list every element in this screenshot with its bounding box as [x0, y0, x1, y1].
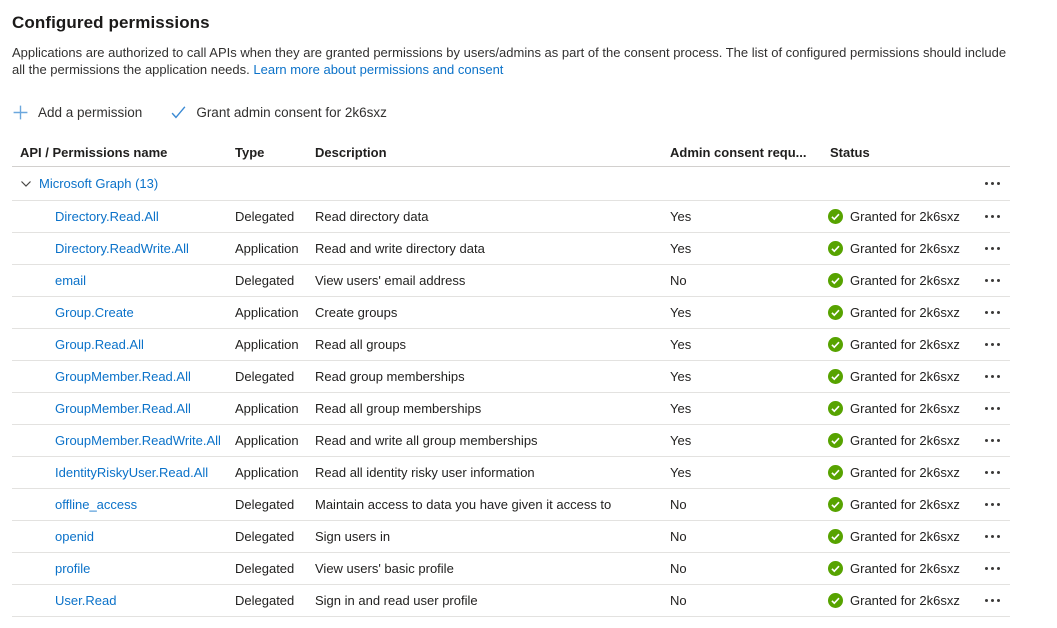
status-label: Granted for 2k6sxz: [850, 529, 960, 544]
permission-description-cell: Read and write directory data: [315, 241, 485, 256]
status-cell: [828, 401, 975, 416]
api-group-link[interactable]: Microsoft Graph (13): [39, 176, 159, 191]
ellipsis-icon: [985, 599, 988, 602]
admin-consent-cell: Yes: [670, 337, 692, 352]
permission-row: [12, 425, 1010, 457]
status-label: Granted for 2k6sxz: [850, 401, 960, 416]
granted-check-icon: [828, 241, 843, 256]
permission-row: [12, 457, 1010, 489]
row-menu-button[interactable]: [977, 495, 1007, 515]
row-menu-button[interactable]: [977, 431, 1007, 451]
granted-check-icon: [828, 497, 843, 512]
permission-name-link[interactable]: GroupMember.ReadWrite.All: [55, 433, 221, 448]
permission-type-cell: Application: [235, 433, 299, 448]
permission-description-cell: Create groups: [315, 305, 398, 320]
ellipsis-icon: [985, 471, 988, 474]
permission-name-cell: [12, 497, 233, 512]
granted-check-icon: [828, 465, 843, 480]
column-header-description: Description: [315, 144, 387, 160]
permission-name-cell: [12, 273, 233, 288]
status-cell: [828, 433, 975, 448]
granted-check-icon: [828, 273, 843, 288]
status-label: Granted for 2k6sxz: [850, 433, 960, 448]
admin-consent-cell: No: [670, 273, 687, 288]
permission-name-cell: [12, 209, 233, 224]
status-cell: [828, 273, 975, 288]
permission-type-cell: Delegated: [235, 529, 295, 544]
column-header-name: API / Permissions name: [20, 144, 168, 160]
admin-consent-cell: No: [670, 497, 687, 512]
status-cell: [828, 593, 975, 608]
permission-description-cell: Read and write all group memberships: [315, 433, 538, 448]
api-group-cell: [12, 176, 975, 192]
admin-consent-cell: Yes: [670, 401, 692, 416]
status-cell: [828, 529, 975, 544]
permission-row: [12, 521, 1010, 553]
group-row-menu-button[interactable]: [977, 174, 1007, 194]
permission-type-cell: Delegated: [235, 273, 295, 288]
ellipsis-icon: [985, 535, 988, 538]
granted-check-icon: [828, 561, 843, 576]
status-label: Granted for 2k6sxz: [850, 337, 960, 352]
admin-consent-cell: Yes: [670, 465, 692, 480]
permission-name-link[interactable]: Group.Create: [55, 305, 134, 320]
ellipsis-icon: [985, 182, 988, 185]
permission-description-cell: Maintain access to data you have given it access to: [315, 497, 612, 512]
status-cell: [828, 465, 975, 480]
column-header-type: Type: [235, 144, 265, 160]
status-label: Granted for 2k6sxz: [850, 241, 960, 256]
permission-type-cell: Application: [235, 337, 299, 352]
ellipsis-icon: [985, 375, 988, 378]
permission-name-cell: [12, 529, 233, 544]
status-label: Granted for 2k6sxz: [850, 209, 960, 224]
ellipsis-icon: [985, 439, 988, 442]
page-title: Configured permissions: [12, 13, 210, 32]
status-label: Granted for 2k6sxz: [850, 305, 960, 320]
permission-row: [12, 553, 1010, 585]
row-menu-button[interactable]: [977, 239, 1007, 259]
learn-more-link[interactable]: Learn more about permissions and consent: [253, 62, 504, 77]
permission-description-cell: Read all identity risky user information: [315, 465, 535, 480]
permission-name-link[interactable]: openid: [55, 529, 95, 544]
granted-check-icon: [828, 529, 843, 544]
permission-name-cell: [12, 241, 233, 256]
row-menu-button[interactable]: [977, 559, 1007, 579]
chevron-down-icon[interactable]: [18, 176, 34, 192]
permission-row: [12, 585, 1010, 617]
permission-row: [12, 393, 1010, 425]
permission-name-link[interactable]: email: [55, 273, 87, 288]
permission-row: [12, 361, 1010, 393]
permission-description-cell: Sign users in: [315, 529, 391, 544]
row-menu-button[interactable]: [977, 271, 1007, 291]
permission-description-cell: Read all groups: [315, 337, 407, 352]
granted-check-icon: [828, 209, 843, 224]
granted-check-icon: [828, 337, 843, 352]
row-menu-button[interactable]: [977, 303, 1007, 323]
ellipsis-icon: [985, 247, 988, 250]
permission-type-cell: Application: [235, 305, 299, 320]
admin-consent-cell: Yes: [670, 241, 692, 256]
permission-type-cell: Delegated: [235, 593, 295, 608]
status-label: Granted for 2k6sxz: [850, 561, 960, 576]
plus-icon: [12, 104, 29, 121]
permission-row: [12, 297, 1010, 329]
permission-name-cell: [12, 561, 233, 576]
permission-name-cell: [12, 337, 233, 352]
description-text: [12, 44, 1020, 78]
granted-check-icon: [828, 401, 843, 416]
status-label: Granted for 2k6sxz: [850, 465, 960, 480]
check-icon: [170, 104, 187, 121]
row-menu-button[interactable]: [977, 527, 1007, 547]
permission-description-cell: Read group memberships: [315, 369, 465, 384]
admin-consent-cell: No: [670, 529, 687, 544]
permission-name-link[interactable]: offline_access: [55, 497, 138, 512]
permission-row: [12, 489, 1010, 521]
admin-consent-cell: No: [670, 561, 687, 576]
permission-name-cell: [12, 465, 233, 480]
permission-row: [12, 265, 1010, 297]
permission-row: [12, 201, 1010, 233]
add-permission-label: Add a permission: [38, 104, 143, 120]
permission-description-cell: View users' email address: [315, 273, 466, 288]
column-header-status: Status: [830, 144, 870, 160]
permission-name-link[interactable]: Group.Read.All: [55, 337, 144, 352]
ellipsis-icon: [985, 407, 988, 410]
permission-type-cell: Delegated: [235, 369, 295, 384]
row-menu-button[interactable]: [977, 367, 1007, 387]
granted-check-icon: [828, 305, 843, 320]
command-bar: [12, 99, 1045, 125]
permission-name-link[interactable]: Directory.Read.All: [55, 209, 159, 224]
permission-row: [12, 329, 1010, 361]
status-label: Granted for 2k6sxz: [850, 497, 960, 512]
permission-row: [12, 233, 1010, 265]
permission-name-cell: [12, 433, 233, 448]
admin-consent-cell: Yes: [670, 433, 692, 448]
permission-type-cell: Delegated: [235, 497, 295, 512]
permission-name-cell: [12, 369, 233, 384]
permission-name-link[interactable]: GroupMember.Read.All: [55, 369, 191, 384]
permission-type-cell: Application: [235, 401, 299, 416]
column-header-admin-consent: Admin consent requ...: [670, 144, 807, 160]
row-menu-button[interactable]: [977, 399, 1007, 419]
api-group-row: [12, 167, 1010, 201]
permission-type-cell: Application: [235, 241, 299, 256]
description-body: Applications are authorized to call APIs when they are granted permissions by users/admins as part of the consent process. The list of configured permissions should include all the permissions the application needs.: [12, 45, 1007, 77]
row-menu-button[interactable]: [977, 591, 1007, 611]
permission-type-cell: Delegated: [235, 209, 295, 224]
status-cell: [828, 369, 975, 384]
admin-consent-cell: Yes: [670, 369, 692, 384]
permission-name-cell: [12, 401, 233, 416]
status-label: Granted for 2k6sxz: [850, 273, 960, 288]
admin-consent-cell: Yes: [670, 305, 692, 320]
permission-name-cell: [12, 305, 233, 320]
permission-name-link[interactable]: profile: [55, 561, 91, 576]
status-cell: [828, 241, 975, 256]
ellipsis-icon: [985, 311, 988, 314]
status-label: Granted for 2k6sxz: [850, 369, 960, 384]
add-permission-button[interactable]: [12, 104, 142, 121]
row-menu-button[interactable]: [977, 207, 1007, 227]
ellipsis-icon: [985, 503, 988, 506]
status-label: Granted for 2k6sxz: [850, 593, 960, 608]
permission-type-cell: Delegated: [235, 561, 295, 576]
permission-type-cell: Application: [235, 465, 299, 480]
ellipsis-icon: [985, 567, 988, 570]
permission-name-link[interactable]: GroupMember.Read.All: [55, 401, 191, 416]
permission-name-link[interactable]: User.Read: [55, 593, 117, 608]
permission-name-cell: [12, 593, 233, 608]
permission-description-cell: Read directory data: [315, 209, 429, 224]
ellipsis-icon: [985, 343, 988, 346]
status-cell: [828, 209, 975, 224]
permission-name-link[interactable]: IdentityRiskyUser.Read.All: [55, 465, 209, 480]
grant-admin-consent-button[interactable]: [170, 104, 387, 121]
table-header-row: [12, 138, 1010, 167]
status-cell: [828, 305, 975, 320]
table-body: [12, 201, 1010, 617]
row-menu-button[interactable]: [977, 463, 1007, 483]
admin-consent-cell: Yes: [670, 209, 692, 224]
row-menu-button[interactable]: [977, 335, 1007, 355]
permission-description-cell: Read all group memberships: [315, 401, 482, 416]
status-cell: [828, 561, 975, 576]
granted-check-icon: [828, 369, 843, 384]
status-cell: [828, 337, 975, 352]
status-cell: [828, 497, 975, 512]
permission-name-link[interactable]: Directory.ReadWrite.All: [55, 241, 189, 256]
granted-check-icon: [828, 433, 843, 448]
granted-check-icon: [828, 593, 843, 608]
ellipsis-icon: [985, 279, 988, 282]
ellipsis-icon: [985, 215, 988, 218]
grant-admin-consent-label: Grant admin consent for 2k6sxz: [196, 104, 387, 120]
permission-description-cell: Sign in and read user profile: [315, 593, 478, 608]
permissions-table: [12, 138, 1010, 617]
permission-description-cell: View users' basic profile: [315, 561, 454, 576]
admin-consent-cell: No: [670, 593, 687, 608]
